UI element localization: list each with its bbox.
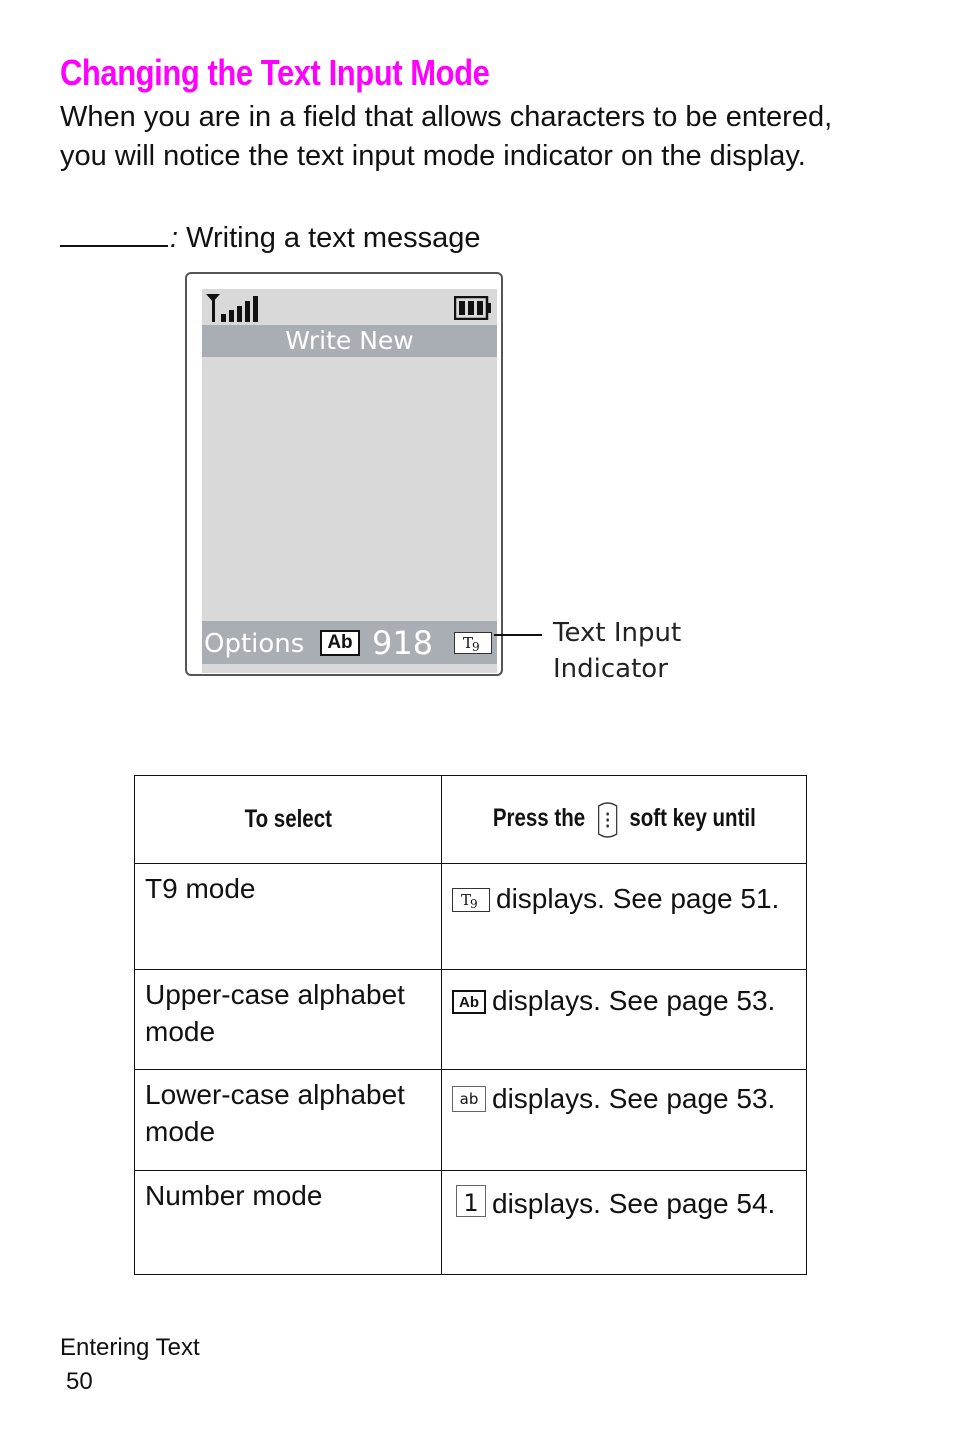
- table-row: [135, 1070, 807, 1171]
- t9-indicator-icon: [454, 632, 492, 654]
- options-soft-key[interactable]: Options: [204, 629, 305, 659]
- indicator-callout-line: [494, 634, 542, 636]
- svg-text:Ab: Ab: [459, 994, 479, 1011]
- character-count: 918: [372, 624, 434, 662]
- signal-strength-icon: [205, 293, 267, 323]
- lower-ab-icon: [452, 1084, 486, 1121]
- svg-text:ab: ab: [459, 1090, 479, 1108]
- result-cell: [442, 970, 807, 1070]
- header-soft-key-text: soft key until: [629, 803, 756, 832]
- svg-text:9: 9: [470, 897, 478, 911]
- header-press-soft-key: [442, 776, 807, 864]
- caption-text: Writing a text message: [178, 222, 481, 254]
- figure-caption: [60, 219, 481, 258]
- table-header-row: [135, 776, 807, 864]
- result-text: displays. See page 53.: [492, 985, 776, 1016]
- mode-cell: T9 mode: [135, 864, 442, 970]
- footer-section-name: Entering Text: [60, 1334, 200, 1361]
- screen-title-bar: Write New: [202, 325, 497, 357]
- input-mode-table: [134, 775, 807, 1275]
- svg-text:9: 9: [472, 640, 480, 653]
- table-row: [135, 864, 807, 970]
- soft-key-icon: [595, 800, 618, 840]
- number-1-icon: [456, 1185, 486, 1226]
- mode-cell: Number mode: [135, 1171, 442, 1275]
- result-cell: [442, 864, 807, 970]
- upper-ab-icon: [452, 986, 486, 1023]
- upper-ab-mode-icon: Ab: [320, 630, 360, 656]
- result-text: displays. See page 51.: [496, 883, 780, 914]
- indicator-callout-label: Text Input Indicator: [553, 618, 682, 684]
- table-row: [135, 970, 807, 1070]
- result-text: displays. See page 53.: [492, 1083, 776, 1114]
- battery-icon: [454, 296, 492, 320]
- header-press-text: Press the: [492, 803, 585, 832]
- svg-text:T: T: [463, 634, 474, 652]
- intro-paragraph: When you are in a field that allows characters to be entered, you will notice the text input mode indicator on the display.: [60, 101, 833, 172]
- mode-cell: Lower-case alphabet mode: [135, 1070, 442, 1171]
- svg-text:T: T: [461, 891, 472, 909]
- result-cell: [442, 1070, 807, 1171]
- phone-display: [185, 272, 503, 676]
- caption-blank: [60, 221, 168, 247]
- caption-colon: :: [170, 222, 179, 254]
- mode-cell: Upper-case alphabet mode: [135, 970, 442, 1070]
- page-number: 50: [66, 1368, 93, 1395]
- header-to-select: To select: [135, 776, 442, 864]
- result-text: displays. See page 54.: [492, 1188, 776, 1219]
- section-heading: Changing the Text Input Mode: [60, 52, 490, 93]
- phone-screen: [202, 289, 497, 673]
- t9-icon: [452, 884, 490, 921]
- result-cell: [442, 1171, 807, 1275]
- table-row: [135, 1171, 807, 1275]
- svg-text:1: 1: [463, 1189, 479, 1217]
- status-row: [202, 289, 497, 325]
- soft-key-bar: [202, 621, 497, 664]
